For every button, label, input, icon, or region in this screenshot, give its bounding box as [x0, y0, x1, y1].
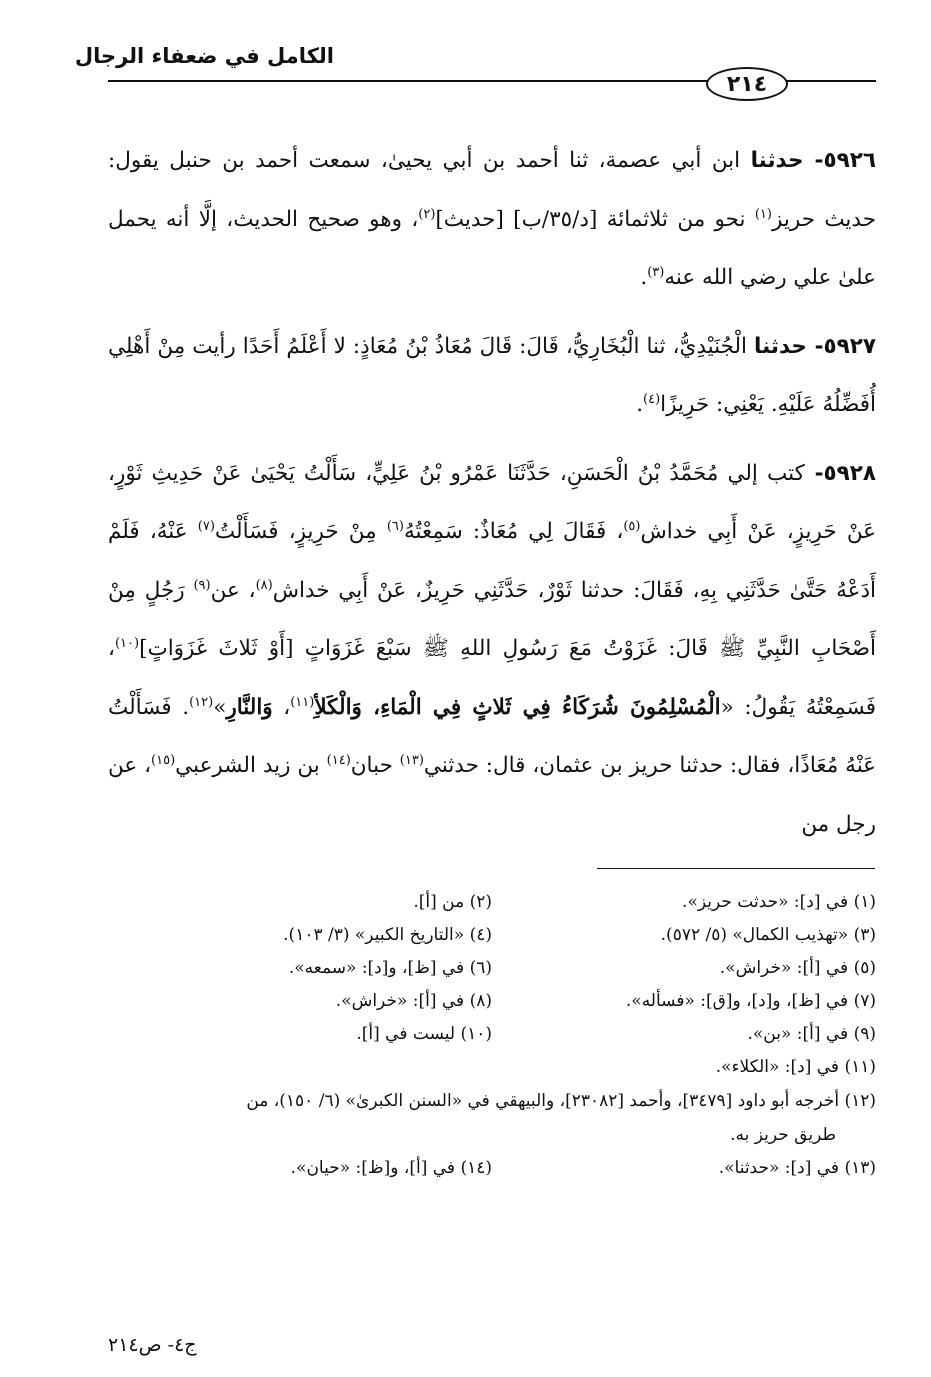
- footnote-marker: (٥): [623, 518, 641, 534]
- hadith-entry-5928: [108, 445, 876, 855]
- text-run: ،: [272, 694, 291, 720]
- entry-label: حدثنا: [754, 333, 807, 359]
- footnote-4: (٤) «التاريخ الكبير» (٣/ ١٠٣).: [283, 925, 492, 945]
- footnote-3: (٣) «تهذيب الكمال» (٥/ ٥٧٢).: [660, 925, 876, 945]
- footnote-7: (٧) في [ظ]، و[د]، و[ق]: «فسأله».: [625, 991, 876, 1011]
- footnote-row: [108, 952, 876, 985]
- footnote-marker: (٢): [418, 206, 436, 222]
- hadith-entry-5927: [108, 318, 876, 435]
- footnote-5: (٥) في [أ]: «خراش».: [719, 958, 876, 978]
- hadith-entry-5926: [108, 132, 876, 308]
- text-run: ، عن رجل من: [108, 753, 876, 837]
- footnote-marker: (١٣): [399, 752, 424, 768]
- page-number-text: ٢١٤: [726, 71, 768, 97]
- footnote-12-line2: طريق حريز به.: [730, 1125, 836, 1145]
- footnote-10: (١٠) ليست في [أ].: [356, 1024, 492, 1044]
- footnote-marker: (١٥): [151, 752, 176, 768]
- footnotes: [108, 886, 876, 1185]
- text-run: عَنْهُ، فَلَمْ أَدَعْهُ حَتَّىٰ حَدَّثَنِي بِهِ، فَقَالَ: حدثنا ثَوْرٌ، حَدَّثَنِي حَرِيزٌ، عَنْ أَبِي خداش: [108, 519, 876, 603]
- footnote-marker: (١١): [290, 694, 315, 710]
- footnote-marker: (١٠): [114, 635, 140, 651]
- text-run: مِنْ حَرِيزٍ، فَسَأَلْتُ: [214, 519, 387, 544]
- footnote-row: [108, 985, 876, 1018]
- text-run: رَجُلٍ مِنْ أَصْحَابِ النَّبِيِّ ﷺ قَالَ: غَزَوْتُ مَعَ رَسُولِ اللهِ ﷺ سَبْعَ غَزَوَاتٍ [أَوْ ثَلاثَ غَزَوَاتٍ]: [108, 577, 876, 661]
- footnote-1: (١) في [د]: «حدثت حريز».: [682, 892, 876, 912]
- footnote-marker: (٦): [386, 518, 404, 534]
- text-run: حبان: [350, 753, 400, 778]
- footnote-11: (١١) في [د]: «الكلاء».: [715, 1057, 876, 1077]
- footnote-row: [108, 1018, 876, 1051]
- entry-label: ٥٩٢٧-: [806, 333, 876, 359]
- footnote-row: [108, 919, 876, 952]
- entry-label: ٥٩٢٨-: [804, 460, 876, 486]
- hadith-matn-emphasis: الْمُسْلِمُونَ شُرَكَاءُ فِي ثَلاثٍ فِي الْمَاءِ، وَالْكَلأِ: [314, 694, 721, 720]
- text-run: . فَسَأَلْتُ عَنْهُ مُعَاذًا، فقال: حدثنا حريز بن عثمان، قال: حدثني: [108, 694, 877, 778]
- footnote-9: (٩) في [أ]: «بن».: [747, 1024, 876, 1044]
- text-run: ، فَقَالَ لِي مُعَاذٌ: سَمِعْتُهُ: [403, 519, 624, 544]
- footnote-6: (٦) في [ظ]، و[د]: «سمعه».: [288, 958, 492, 978]
- footnote-13: (١٣) في [د]: «حدثنا».: [718, 1158, 876, 1178]
- footnote-2: (٢) من [أ].: [413, 892, 492, 912]
- text-run: كتب إلي مُحَمَّدُ بْنُ الْحَسَنِ، حَدَّثَنَا عَمْرُو بْنُ عَلِيٍّ، سَأَلْتُ يَحْيَىٰ عَنْ حَدِيثِ ثَوْرٍ، عَنْ حَرِيزٍ، عَنْ أَبِي خداش: [108, 460, 877, 544]
- entry-label: ٥٩٢٦-: [803, 148, 876, 173]
- text-run: ، فَسَمِعْتُهُ يَقُولُ: «: [108, 636, 877, 720]
- footnote-12: [108, 1084, 876, 1152]
- entry-label: حدثنا: [750, 148, 804, 173]
- footnote-separator: [597, 868, 875, 869]
- text-run: ، عن: [210, 577, 256, 603]
- footnote-8: (٨) في [أ]: «خراش».: [335, 991, 492, 1011]
- volume-page-signature: ج٤- ص٢١٤: [108, 1334, 197, 1356]
- footnote-row: [108, 886, 876, 919]
- footnote-marker: (١٢): [189, 694, 214, 710]
- footnote-marker: (١): [754, 206, 772, 222]
- text-run: .: [636, 392, 644, 417]
- footnote-marker: (٤): [643, 391, 661, 407]
- hadith-matn-emphasis: وَالنَّارِ: [226, 694, 273, 720]
- text-run: ابن أبي عصمة، ثنا أحمد بن أبي يحيىٰ، سمعت أحمد بن حنبل يقول: حديث حريز: [108, 148, 876, 232]
- text-run: نحو من ثلاثمائة [د/٣٥/ب] [حديث]: [435, 206, 755, 232]
- footnote-row: [108, 1152, 876, 1185]
- text-run: .: [640, 265, 648, 290]
- page-number: [706, 67, 788, 101]
- text-run: ، وهو صحيح الحديث، إلَّا أنه يحمل علىٰ علي رضي الله عنه: [108, 206, 876, 290]
- footnote-12-line1: (١٢) أخرجه أبو داود [٣٤٧٩]، وأحمد [٢٣٠٨٢]، والبيهقي في «السنن الكبرىٰ» (٦/ ١٥٠)، من: [246, 1091, 876, 1111]
- text-run: »: [213, 694, 227, 720]
- footnote-marker: (٨): [255, 577, 273, 593]
- text-run: بن زيد الشرعبي: [175, 753, 327, 778]
- footnote-14: (١٤) في [أ]، و[ظ]: «حيان».: [290, 1158, 492, 1178]
- footnote-row: [108, 1051, 876, 1084]
- main-text: [108, 132, 876, 854]
- running-title: الكامل في ضعفاء الرجال: [74, 44, 334, 68]
- text-run: الْجُنَيْدِيُّ، ثنا الْبُخَارِيُّ، قَالَ: قَالَ مُعَاذُ بْنُ مُعَاذٍ: لا أَعْلَمُ أَحَدًا رأيت مِنْ أَهْلِي أُفَضِّلُهُ عَلَيْهِ. يَعْنِي: حَرِيزًا: [108, 333, 876, 417]
- footnote-marker: (٩): [193, 577, 211, 593]
- footnote-marker: (١٤): [326, 752, 351, 768]
- footnote-marker: (٣): [647, 264, 665, 280]
- footnote-marker: (٧): [197, 518, 215, 534]
